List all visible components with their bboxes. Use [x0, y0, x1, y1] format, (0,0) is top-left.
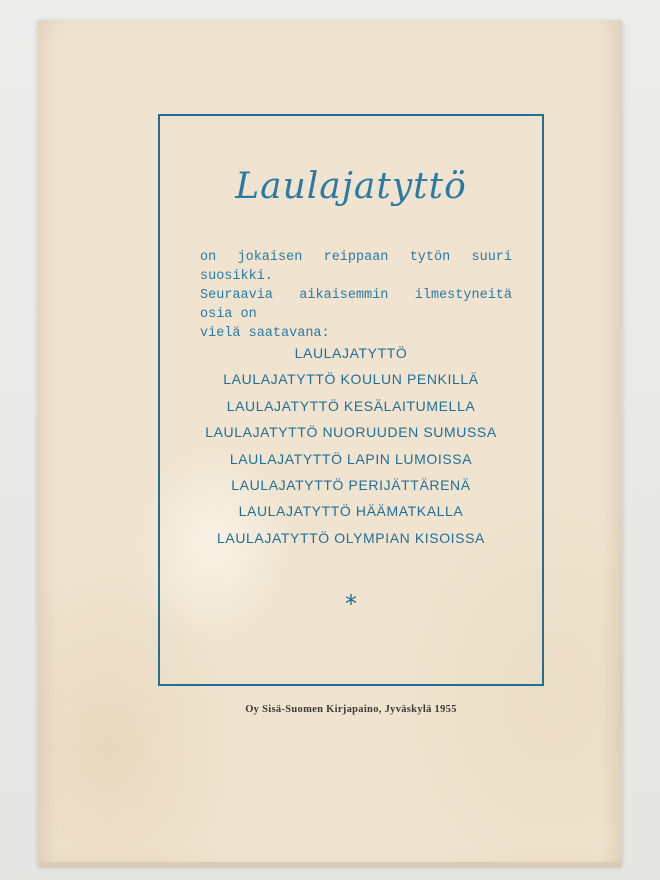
asterisk-ornament: * — [345, 590, 357, 618]
series-title: LAULAJATYTTÖ PERIJÄTTÄRENÄ — [231, 476, 471, 493]
series-title: LAULAJATYTTÖ KESÄLAITUMELLA — [226, 397, 476, 414]
series-title: LAULAJATYTTÖ OLYMPIAN KISOISSA — [217, 529, 485, 546]
intro-paragraph — [200, 248, 512, 343]
series-title: LAULAJATYTTÖ LAPIN LUMOISSA — [229, 450, 473, 467]
series-title: LAULAJATYTTÖ HÄÄMATKALLA — [238, 503, 464, 520]
intro-line: vielä saatavana: — [200, 326, 330, 341]
series-title: LAULAJATYTTÖ — [294, 345, 408, 361]
series-title: LAULAJATYTTÖ KOULUN PENKILLÄ — [223, 371, 479, 388]
series-title: LAULAJATYTTÖ NUORUUDEN SUMUSSA — [205, 424, 497, 441]
printer-imprint: Oy Sisä-Suomen Kirjapaino, Jyväskylä 1955 — [245, 704, 457, 715]
cover-title: Laulajatyttö — [235, 166, 467, 207]
book-page-edge — [38, 862, 622, 868]
series-title-list — [160, 340, 542, 551]
blue-border-frame — [158, 114, 544, 686]
intro-line: on jokaisen reippaan tytön suuri suosikki. — [200, 250, 512, 284]
intro-line: Seuraavia aikaisemmin ilmestyneitä osia on — [200, 288, 512, 322]
